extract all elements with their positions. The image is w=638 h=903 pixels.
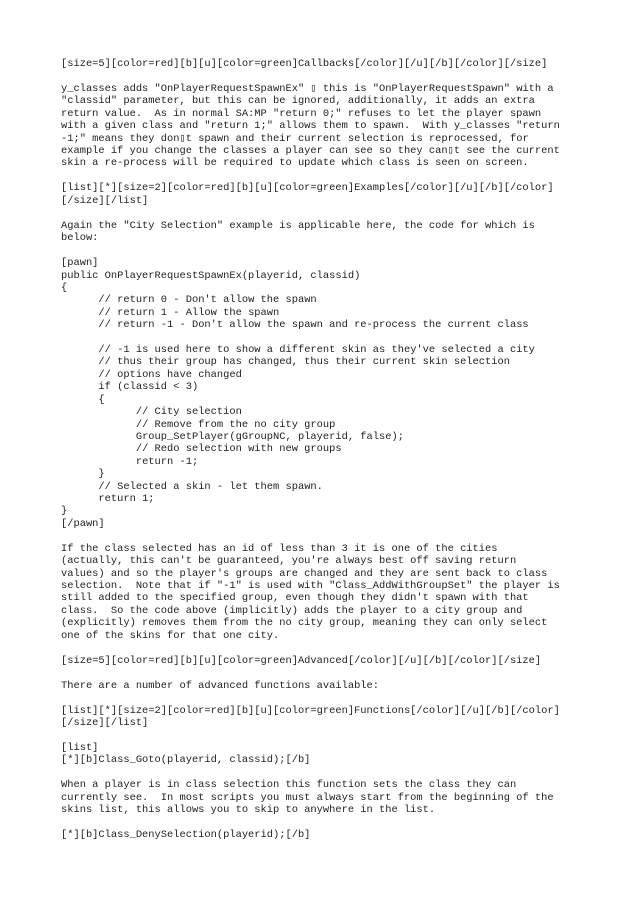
text-line: When a player is in class selection this function sets the class they can [61, 779, 517, 792]
text-block [61, 58, 581, 70]
text-line: [list][*][size=2][color=red][b][u][color=green]Functions[/color][/u][/b][/color] [61, 704, 560, 717]
text-line: // City selection [61, 406, 242, 419]
document-page [61, 58, 581, 854]
text-line: with a given class and "return 1;" allows them to spawn. With y_classes "return [61, 120, 560, 133]
text-line: skins list, this allows you to skip to anywhere in the list. [61, 804, 436, 817]
text-line: values) and so the player's groups are changed and they are sent back to class [61, 567, 548, 580]
text-line: [/size][/list] [61, 194, 149, 207]
text-line: (explicitly) removes them from the no city group, meaning they can only select [61, 617, 548, 630]
text-block [61, 680, 581, 692]
text-line: If the class selected has an id of less than 3 it is one of the cities [61, 542, 498, 555]
text-line: public OnPlayerRequestSpawnEx(playerid, classid) [61, 269, 361, 282]
text-line: Group_SetPlayer(gGroupNC, playerid, false); [61, 430, 404, 443]
text-line: return -1; [61, 455, 199, 468]
text-line: if (classid < 3) [61, 381, 199, 394]
text-line: [*][b]Class_Goto(playerid, classid);[/b] [61, 754, 311, 767]
text-block [61, 779, 581, 816]
text-line: [*][b]Class_DenySelection(playerid);[/b] [61, 829, 311, 842]
text-block [61, 257, 581, 530]
text-block [61, 220, 581, 245]
text-line: { [61, 393, 105, 406]
text-line: // Selected a skin - let them spawn. [61, 480, 323, 493]
text-line: // return -1 - Don't allow the spawn and re-process the current class [61, 319, 529, 332]
text-line: return 1; [61, 492, 155, 505]
text-line: } [61, 505, 68, 518]
text-line: [size=5][color=red][b][u][color=green]Advanced[/color][/u][/b][/color][/size] [61, 654, 542, 667]
text-line: one of the skins for that one city. [61, 629, 280, 642]
text-line: // options have changed [61, 368, 242, 381]
text-line: [pawn] [61, 257, 99, 270]
text-line: (actually, this can't be guaranteed, you're always best off saving return [61, 555, 517, 568]
text-line: [list] [61, 742, 99, 755]
text-line: [/size][/list] [61, 717, 149, 730]
text-block [61, 543, 581, 642]
text-block [61, 705, 581, 730]
text-line: [list][*][size=2][color=red][b][u][color=green]Examples[/color][/u][/b][/color] [61, 182, 554, 195]
text-line: currently see. In most scripts you must always start from the beginning of the [61, 791, 554, 804]
text-block [61, 83, 581, 170]
text-line: } [61, 468, 105, 481]
text-block [61, 742, 581, 767]
text-line: skin a re-process will be required to update which class is seen on screen. [61, 157, 529, 170]
text-line: class. So the code above (implicitly) adds the player to a city group and [61, 604, 523, 617]
text-line: // return 1 - Allow the spawn [61, 306, 280, 319]
text-line: still added to the specified group, even though they didn't spawn with that [61, 592, 529, 605]
text-line: return value. As in normal SA:MP "return 0;" refuses to let the player spawn [61, 107, 542, 120]
text-line: { [61, 282, 68, 295]
text-block [61, 829, 581, 841]
text-line: There are a number of advanced functions available: [61, 679, 380, 692]
text-line: // -1 is used here to show a different skin as they've selected a city [61, 344, 535, 357]
text-line: -1;" means they don▯t spawn and their current selection is reprocessed, for [61, 132, 529, 145]
text-line: // thus their group has changed, thus their current skin selection [61, 356, 510, 369]
text-line: y_classes adds "OnPlayerRequestSpawnEx" ▯ this is "OnPlayerRequestSpawn" with a [61, 83, 554, 95]
text-line: Again the "City Selection" example is applicable here, the code for which is [61, 219, 535, 232]
text-line [61, 332, 581, 344]
text-line: "classid" parameter, but this can be ignored, additionally, it adds an extra [61, 95, 535, 108]
text-line: below: [61, 232, 99, 245]
text-line: // Remove from the no city group [61, 418, 336, 431]
text-block [61, 655, 581, 667]
text-line: // Redo selection with new groups [61, 443, 342, 456]
text-block [61, 182, 581, 207]
text-line: example if you change the classes a player can see so they can▯t see the current [61, 145, 560, 158]
text-line: selection. Note that if "-1" is used with "Class_AddWithGroupSet" the player is [61, 579, 560, 592]
text-line: [/pawn] [61, 517, 105, 530]
text-line: // return 0 - Don't allow the spawn [61, 294, 317, 307]
text-line: [size=5][color=red][b][u][color=green]Callbacks[/color][/u][/b][/color][/size] [61, 58, 548, 70]
